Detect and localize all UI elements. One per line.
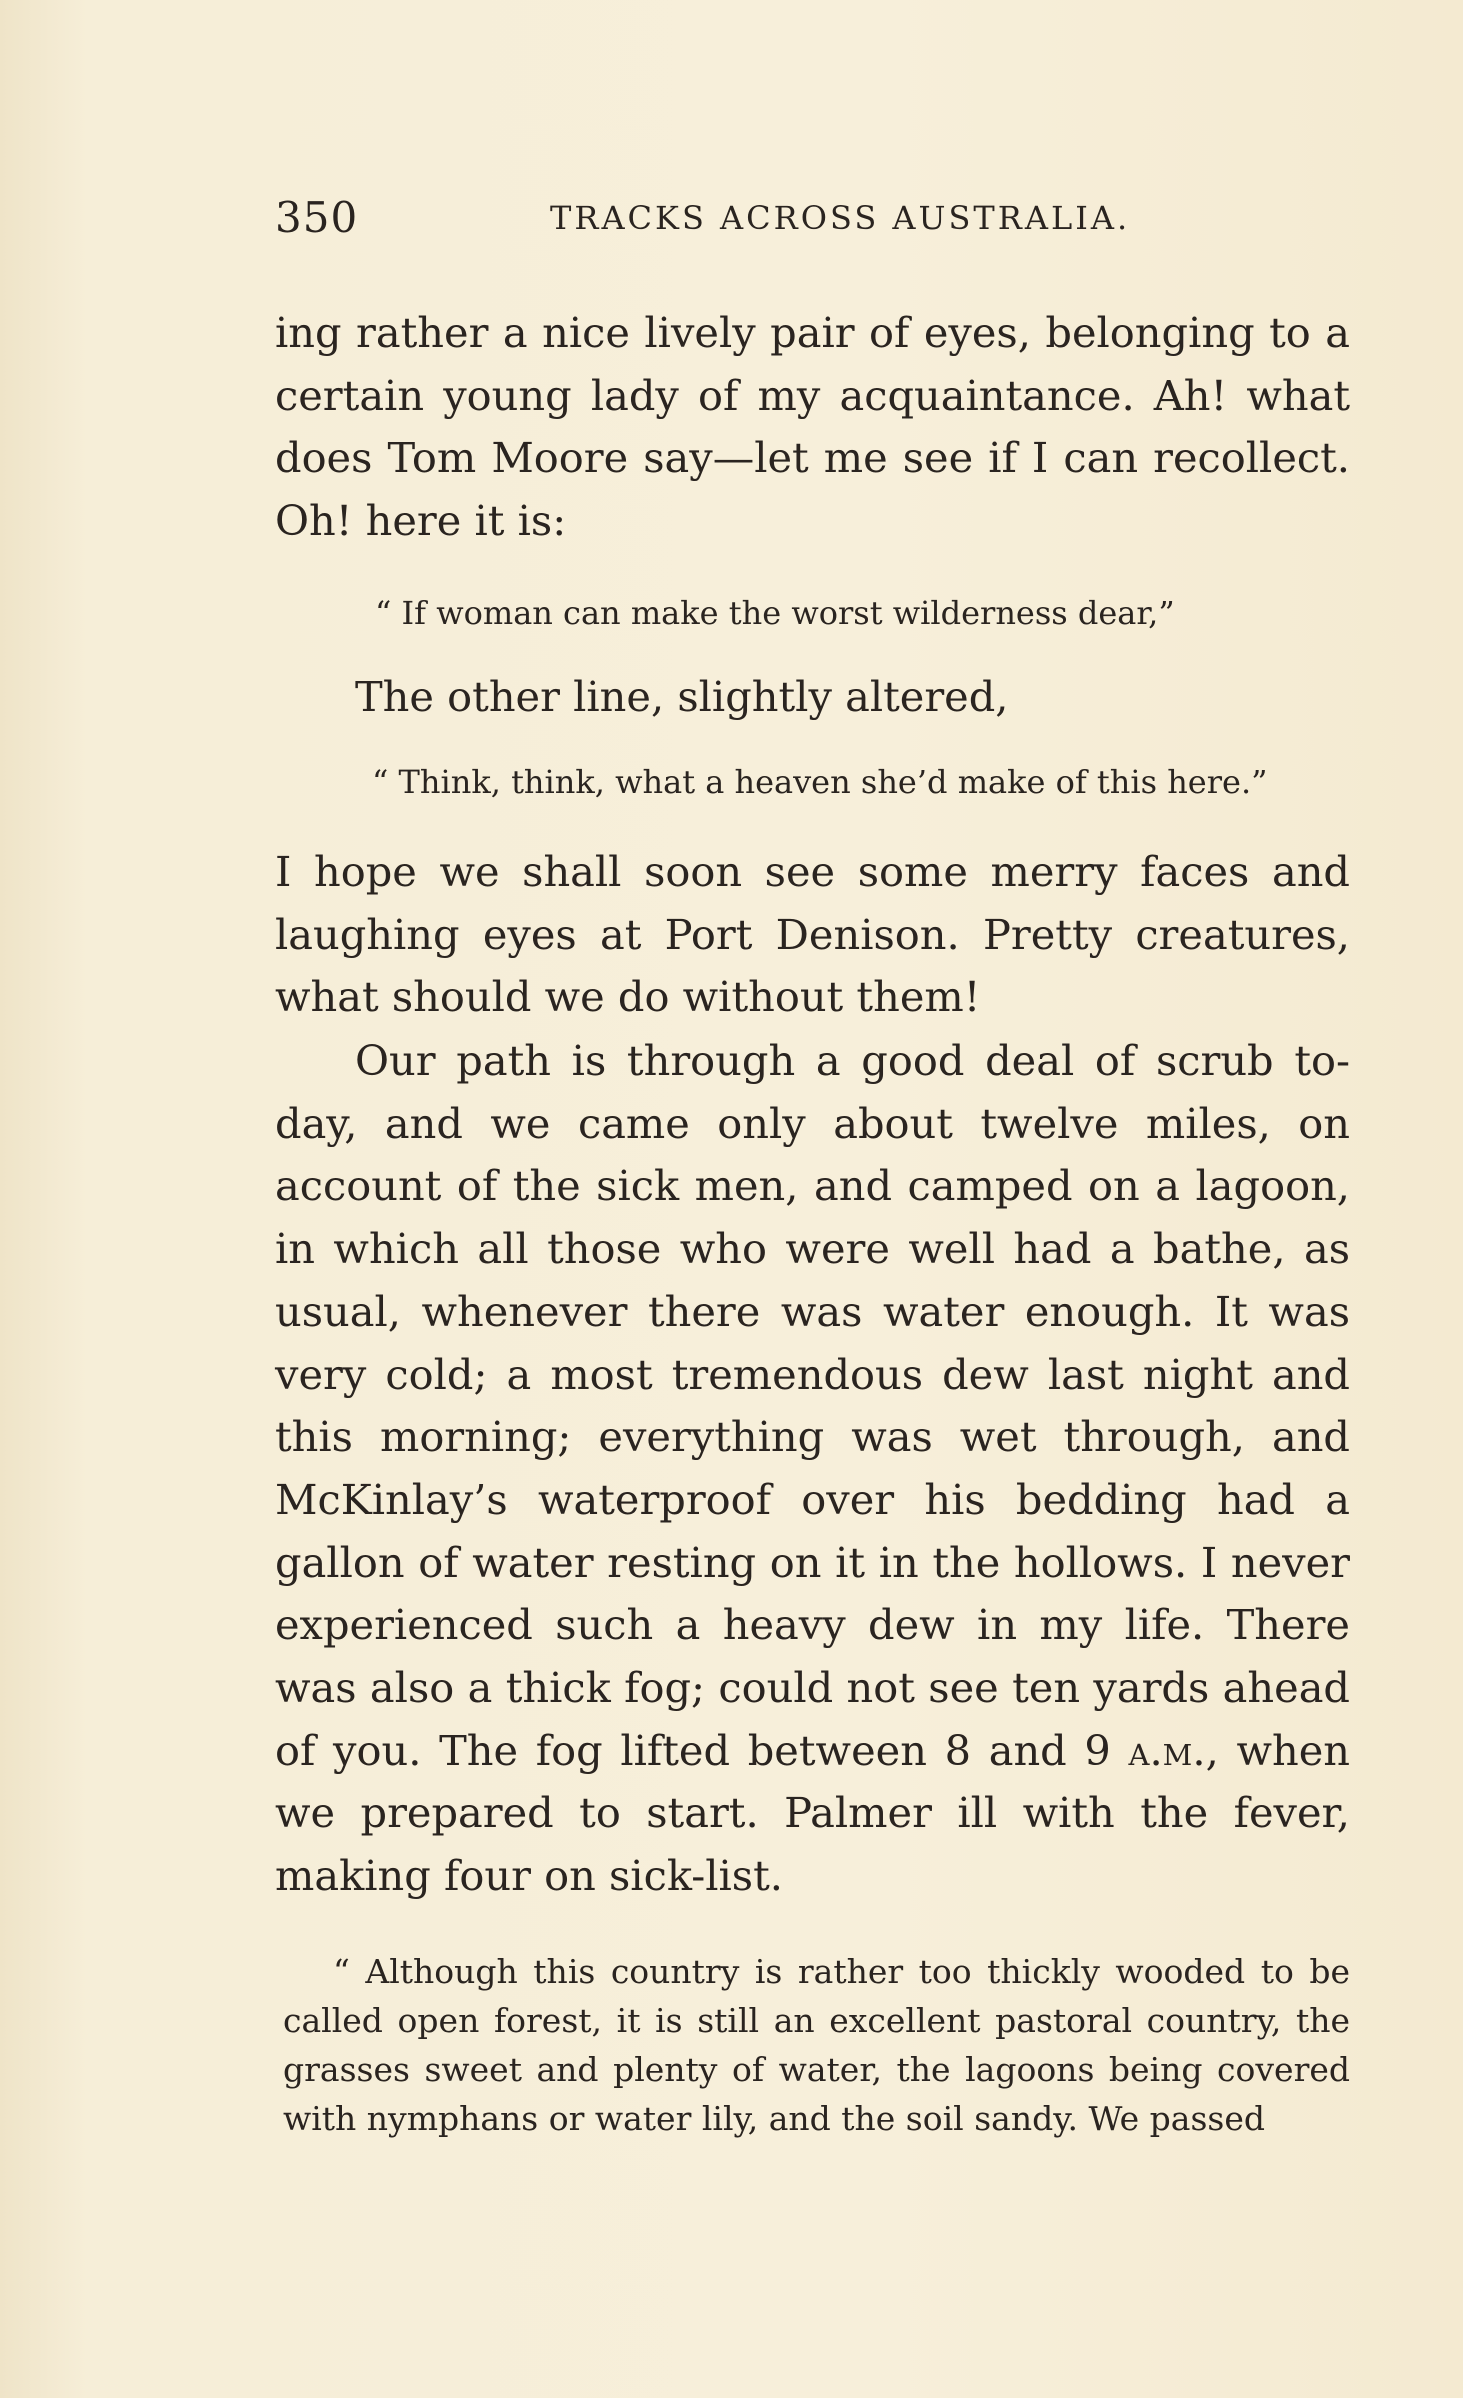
page-header xyxy=(275,188,1355,248)
paragraph-2 xyxy=(275,841,1350,1029)
paragraph-3-am: a.m. xyxy=(1128,1725,1206,1775)
aside-line: The other line, slightly altered, xyxy=(355,672,1009,721)
paragraph-3-part-a: Our path is through a good deal of scrub to-day, and we came only about twelve miles, on account of the sick men, and camped on a lagoon, in which all those who were well had a bathe, as usual, whenever there was water enough. It was very cold; a most tremendous dew last night and this morning; everything was wet through, and McKinlay’s waterproof over his bedding had a gallon of water resting on it in the hollows. I never experienced such a heavy dew in my life. There was also a thick fog; could not see ten yards ahead of you. The fog lifted between 8 and 9 xyxy=(275,1036,1350,1775)
paragraph-3 xyxy=(275,1030,1350,1908)
running-head: TRACKS ACROSS AUSTRALIA. xyxy=(550,199,1131,237)
verse-quote-2: “ Think, think, what a heaven she’d make of this here.” xyxy=(372,763,1268,801)
paragraph-1-text: ing rather a nice lively pair of eyes, belonging to a certain young lady of my acquaintance. Ah! what does Tom Moore say—let me see if I can recollect. Oh! here it is: xyxy=(275,308,1350,546)
paragraph-3-part-b: , when we prepared to start. Palmer ill with the fever, making four on sick-list. xyxy=(275,1725,1351,1901)
paragraph-3-text xyxy=(275,1030,1350,1908)
paragraph-2-text: I hope we shall soon see some merry faces and laughing eyes at Port Denison. Pretty creatures, what should we do without them! xyxy=(275,847,1350,1022)
page-number: 350 xyxy=(275,193,359,242)
verse-quote-1: “ If woman can make the worst wilderness dear,” xyxy=(375,594,1175,632)
paragraph-1 xyxy=(275,302,1350,553)
block-quote xyxy=(283,1947,1350,2143)
block-quote-text: “ Although this country is rather too thickly wooded to be called open forest, it is still an excellent pastoral country, the grasses sweet and plenty of water, the lagoons being covered with nymphans or water lily, and the soil sandy. We passed xyxy=(283,1952,1350,2138)
